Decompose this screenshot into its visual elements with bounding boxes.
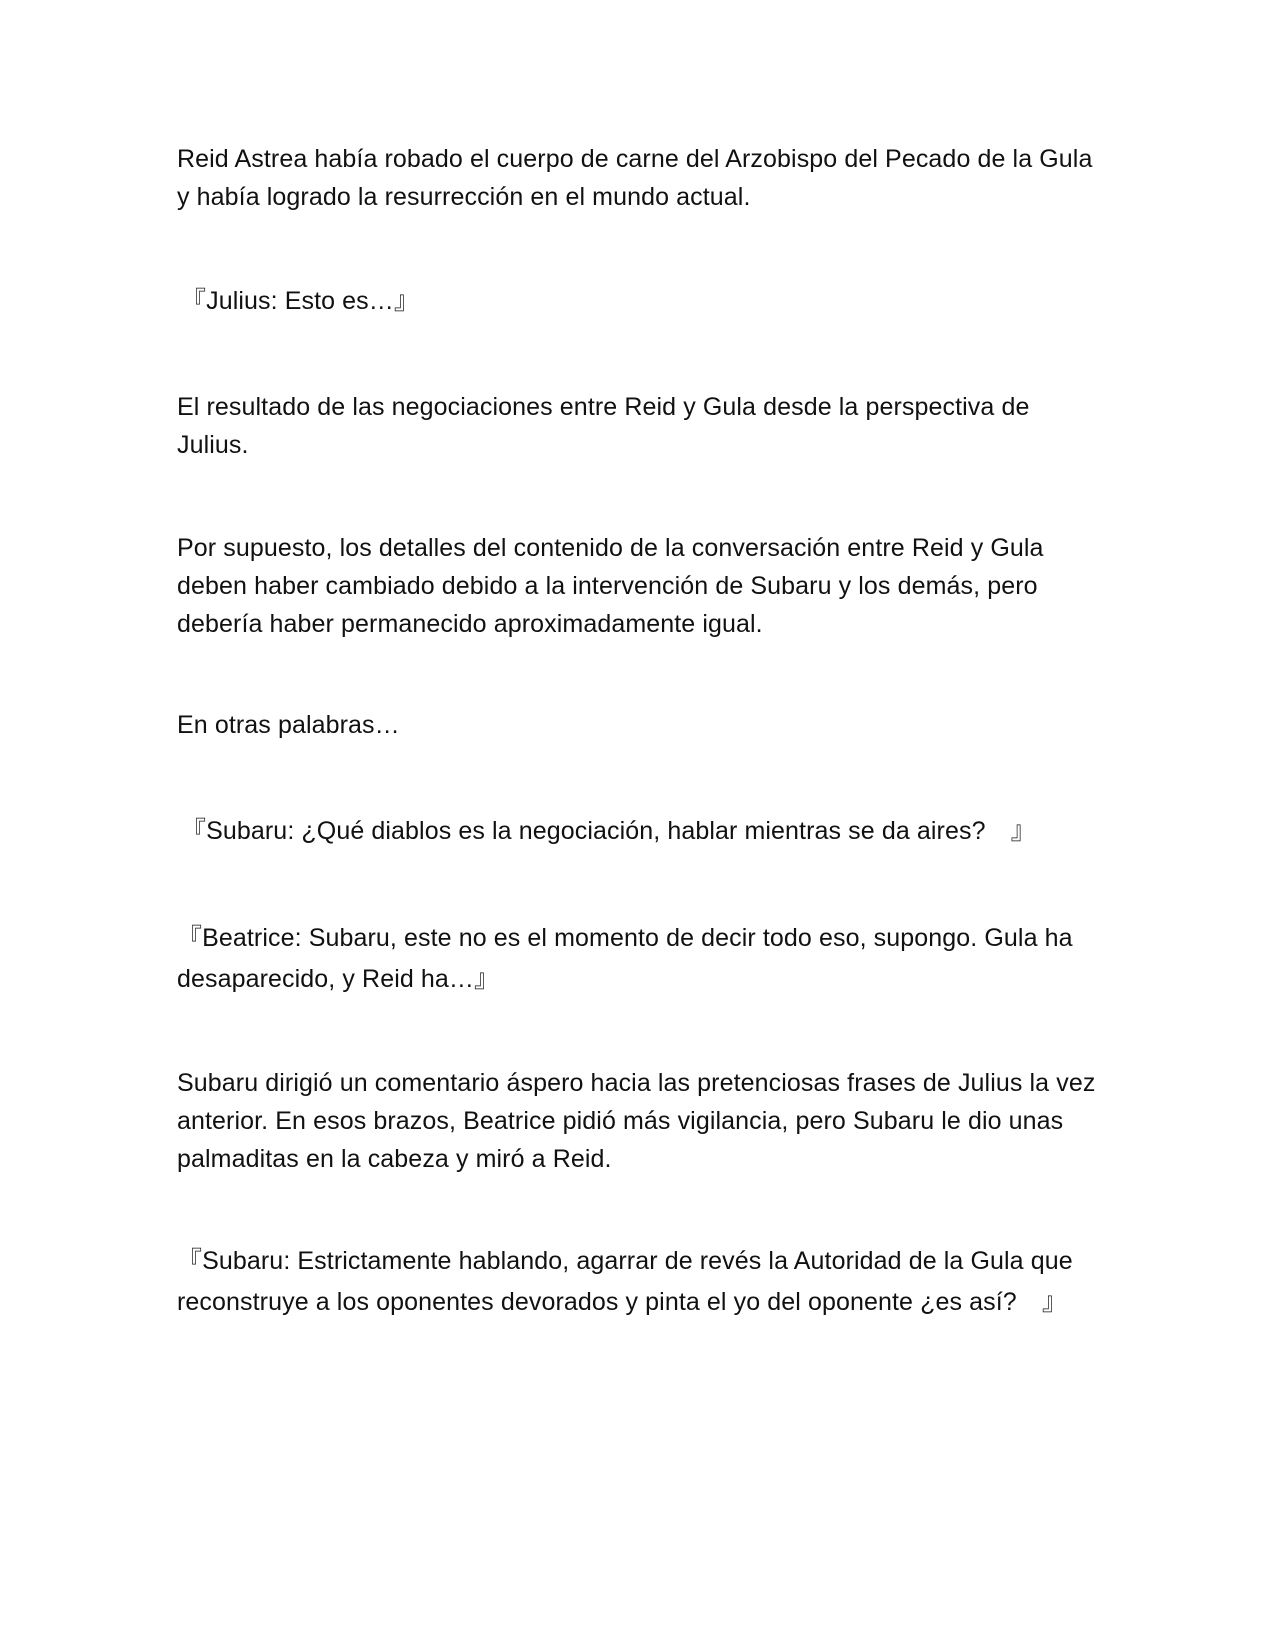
dialogue-subaru-negotiation: 『Subaru: ¿Qué diablos es la negociación, hablar mientras se da aires? 』: [181, 817, 1036, 845]
paragraph-subaru-comment: Subaru dirigió un comentario áspero hacia las pretenciosas frases de Julius la vez anterior. En esos brazos, Beatrice pidió más vigilancia, pero Subaru le dio unas palmaditas en la cabeza y miró a Reid.: [177, 1069, 1103, 1173]
paragraph-in-other-words: En otras palabras…: [177, 711, 400, 739]
dialogue-subaru-authority: 『Subaru: Estrictamente hablando, agarrar de revés la Autoridad de la Gula que reconstruye a los oponentes devorados y pinta el yo del oponente ¿es así? 』: [177, 1247, 1080, 1316]
dialogue-julius: 『Julius: Esto es…』: [181, 287, 419, 315]
dialogue-beatrice: 『Beatrice: Subaru, este no es el momento de decir todo eso, supongo. Gula ha desaparecido, y Reid ha…』: [177, 924, 1080, 993]
paragraph-negotiation-result: El resultado de las negociaciones entre Reid y Gula desde la perspectiva de Julius.: [177, 393, 1037, 459]
paragraph-conversation-details: Por supuesto, los detalles del contenido de la conversación entre Reid y Gula deben haber cambiado debido a la intervención de Subaru y los demás, pero debería haber permanecido aproximadamente igual.: [177, 534, 1051, 638]
paragraph-reid-resurrection: Reid Astrea había robado el cuerpo de carne del Arzobispo del Pecado de la Gula y había logrado la resurrección en el mundo actual.: [177, 145, 1100, 211]
